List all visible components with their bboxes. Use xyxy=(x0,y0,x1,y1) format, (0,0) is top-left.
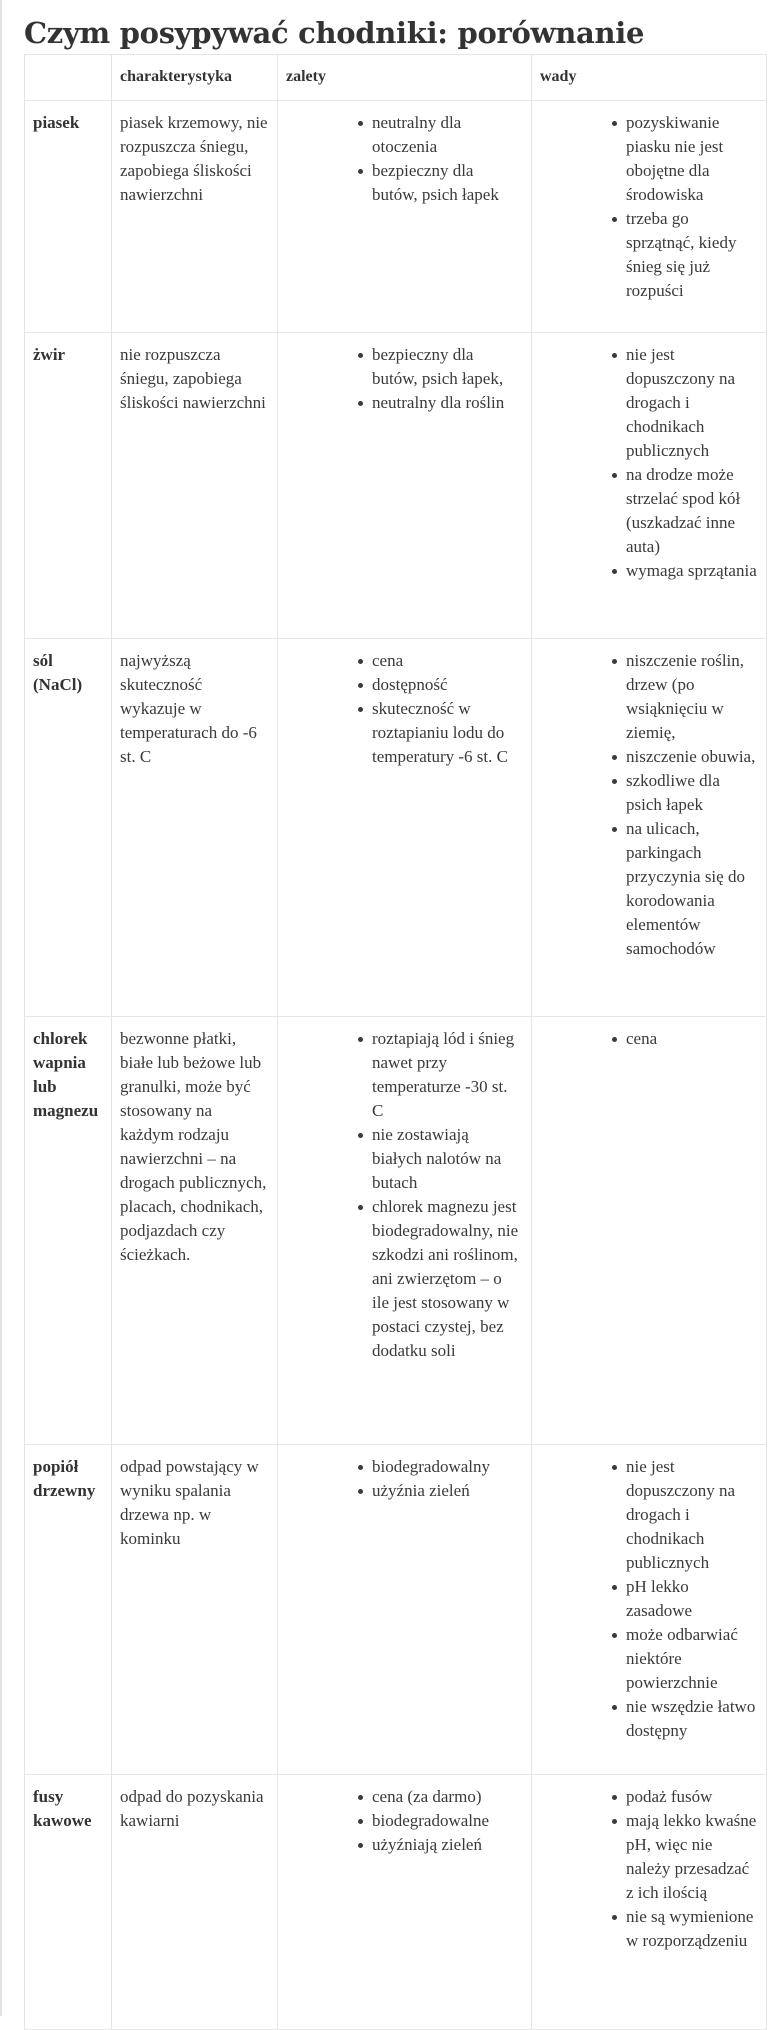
list-item: dostępność xyxy=(372,673,523,697)
list-item: chlorek magnezu jest biodegradowalny, nie szkodzi ani roślinom, ani zwierzętom – o ile jest stosowany w postaci czystej, bez dodatku soli xyxy=(372,1195,523,1363)
row-pros xyxy=(278,333,532,639)
cons-list xyxy=(626,649,758,961)
list-item: cena xyxy=(626,1027,758,1051)
header-pros: zalety xyxy=(278,55,532,101)
cons-list xyxy=(626,1027,758,1051)
table-row xyxy=(25,1017,767,1445)
list-item: mają lekko kwaśne pH, więc nie należy przesadzać z ich ilością xyxy=(626,1809,758,1905)
list-item: nie są wymienione w rozporządzeniu xyxy=(626,1905,758,1953)
row-description: najwyższą skuteczność wykazuje w temperaturach do -6 st. C xyxy=(112,639,278,1017)
list-item: na ulicach, parkingach przyczynia się do korodowania elementów samochodów xyxy=(626,817,758,961)
page-title: Czym posypywać chodniki: porównanie xyxy=(24,16,645,50)
header-characteristics: charakterystyka xyxy=(112,55,278,101)
list-item: nie wszędzie łatwo dostępny xyxy=(626,1695,758,1743)
row-description: nie rozpuszcza śniegu, zapobiega śliskości nawierzchni xyxy=(112,333,278,639)
row-description: piasek krzemowy, nie rozpuszcza śniegu, zapobiega śliskości nawierzchni xyxy=(112,101,278,333)
row-description: odpad powstający w wyniku spalania drzewa np. w kominku xyxy=(112,1445,278,1775)
table-row xyxy=(25,333,767,639)
row-name: piasek xyxy=(25,101,112,333)
table-row xyxy=(25,1775,767,2030)
list-item: może odbarwiać niektóre powierzchnie xyxy=(626,1623,758,1695)
list-item: na drodze może strzelać spod kół (uszkadzać inne auta) xyxy=(626,463,758,559)
row-name: fusy kawowe xyxy=(25,1775,112,2030)
row-pros xyxy=(278,639,532,1017)
row-name: sól (NaCl) xyxy=(25,639,112,1017)
article xyxy=(24,0,766,2030)
left-border-line xyxy=(0,0,2,2016)
table-row xyxy=(25,1445,767,1775)
row-cons xyxy=(532,1017,767,1445)
list-item: cena (za darmo) xyxy=(372,1785,523,1809)
list-item: nie jest dopuszczony na drogach i chodnikach publicznych xyxy=(626,1455,758,1575)
list-item: pozyskiwanie piasku nie jest obojętne dla środowiska xyxy=(626,111,758,207)
row-name: żwir xyxy=(25,333,112,639)
cons-list xyxy=(626,343,758,583)
pros-list xyxy=(372,1785,523,1857)
row-pros xyxy=(278,1445,532,1775)
list-item: trzeba go sprzątnąć, kiedy śnieg się już rozpuści xyxy=(626,207,758,303)
list-item: użyźniają zieleń xyxy=(372,1833,523,1857)
list-item: biodegradowalny xyxy=(372,1455,523,1479)
list-item: skuteczność w roztapianiu lodu do temperatury -6 st. C xyxy=(372,697,523,769)
row-cons xyxy=(532,101,767,333)
list-item: podaż fusów xyxy=(626,1785,758,1809)
row-pros xyxy=(278,101,532,333)
pros-list xyxy=(372,111,523,207)
cons-list xyxy=(626,1785,758,1953)
row-pros xyxy=(278,1775,532,2030)
table-row xyxy=(25,101,767,333)
comparison-table xyxy=(24,54,767,2030)
cons-list xyxy=(626,1455,758,1743)
header-row xyxy=(25,55,767,101)
list-item: szkodliwe dla psich łapek xyxy=(626,769,758,817)
table-row xyxy=(25,639,767,1017)
header-cons: wady xyxy=(532,55,767,101)
row-cons xyxy=(532,333,767,639)
cons-list xyxy=(626,111,758,303)
list-item: nie zostawiają białych nalotów na butach xyxy=(372,1123,523,1195)
row-cons xyxy=(532,639,767,1017)
list-item: niszczenie obuwia, xyxy=(626,745,758,769)
list-item: bezpieczny dla butów, psich łapek xyxy=(372,159,523,207)
header-empty xyxy=(25,55,112,101)
pros-list xyxy=(372,1455,523,1503)
table-body xyxy=(25,101,767,2030)
table-header xyxy=(25,55,767,101)
list-item: użyźnia zieleń xyxy=(372,1479,523,1503)
list-item: niszczenie roślin, drzew (po wsiąknięciu w ziemię, xyxy=(626,649,758,745)
row-name: popiół drzewny xyxy=(25,1445,112,1775)
list-item: nie jest dopuszczony na drogach i chodnikach publicznych xyxy=(626,343,758,463)
list-item: wymaga sprzątania xyxy=(626,559,758,583)
list-item: biodegradowalne xyxy=(372,1809,523,1833)
row-description: odpad do pozyskania kawiarni xyxy=(112,1775,278,2030)
row-cons xyxy=(532,1775,767,2030)
list-item: pH lekko zasadowe xyxy=(626,1575,758,1623)
row-name: chlorek wapnia lub magnezu xyxy=(25,1017,112,1445)
pros-list xyxy=(372,649,523,769)
pros-list xyxy=(372,1027,523,1363)
list-item: roztapiają lód i śnieg nawet przy temperaturze -30 st. C xyxy=(372,1027,523,1123)
row-description: bezwonne płatki, białe lub beżowe lub granulki, może być stosowany na każdym rodzaju nawierzchni – na drogach publicznych, placach, chodnikach, podjazdach czy ścieżkach. xyxy=(112,1017,278,1445)
list-item: neutralny dla roślin xyxy=(372,391,523,415)
row-pros xyxy=(278,1017,532,1445)
list-item: cena xyxy=(372,649,523,673)
list-item: bezpieczny dla butów, psich łapek, xyxy=(372,343,523,391)
row-cons xyxy=(532,1445,767,1775)
list-item: neutralny dla otoczenia xyxy=(372,111,523,159)
pros-list xyxy=(372,343,523,415)
